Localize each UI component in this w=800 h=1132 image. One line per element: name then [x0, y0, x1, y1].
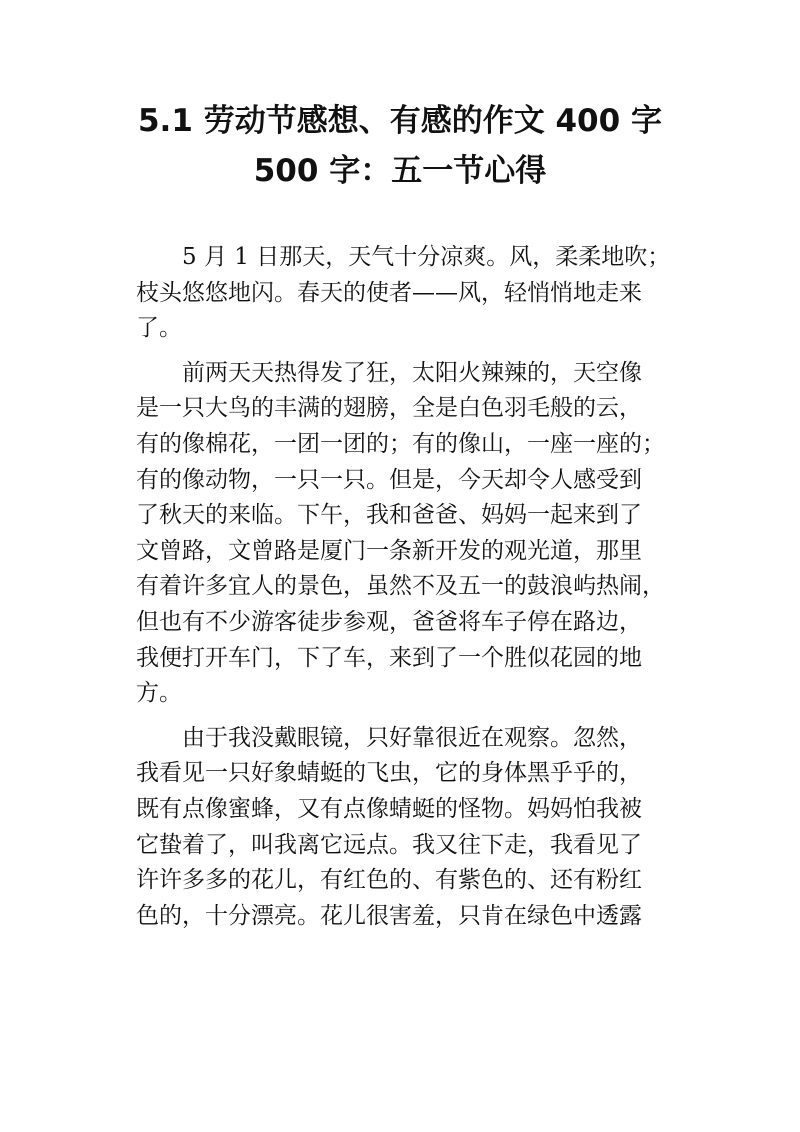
text-line: 5 月 1 日那天，天气十分凉爽。风，柔柔地吹； [182, 244, 671, 270]
text-line: 是一只大鸟的丰满的翅膀，全是白色羽毛般的云， [136, 395, 642, 422]
document-title [100, 96, 700, 196]
text-line: 我便打开车门，下了车，来到了一个胜似花园的地 [136, 644, 642, 671]
document-body [136, 240, 671, 943]
text-line: 既有点像蜜蜂，又有点像蜻蜓的怪物。妈妈怕我被 [136, 795, 642, 822]
paragraph [136, 721, 666, 935]
text-line: 枝头悠悠地闪。春天的使者——风，轻悄悄地走来 [136, 279, 642, 306]
text-line: 色的，十分漂亮。花儿很害羞，只肯在绿色中透露 [136, 902, 642, 929]
paragraph [136, 240, 671, 347]
text-line: 有着许多宜人的景色，虽然不及五一的鼓浪屿热闹， [136, 573, 665, 600]
title-line: 5.1 劳动节感想、有感的作文 400 字 [137, 103, 662, 139]
title-line: 500 字：五一节心得 [253, 153, 547, 189]
text-line: 了。 [136, 315, 182, 342]
text-line: 由于我没戴眼镜，只好靠很近在观察。忽然， [182, 724, 642, 751]
text-line: 有的像动物，一只一只。但是，今天却令人感受到 [136, 466, 642, 493]
text-line: 我看见一只好象蜻蜓的飞虫，它的身体黑乎乎的， [136, 760, 642, 787]
text-line: 许许多多的花儿，有红色的、有紫色的、还有粉红 [136, 867, 642, 894]
text-line: 但也有不少游客徒步参观，爸爸将车子停在路边， [136, 608, 642, 635]
text-line: 了秋天的来临。下午，我和爸爸、妈妈一起来到了 [136, 502, 642, 529]
text-line: 有的像棉花，一团一团的；有的像山，一座一座的； [136, 430, 665, 457]
text-line: 前两天天热得发了狂，太阳火辣辣的，天空像 [182, 359, 642, 386]
text-line: 它蛰着了，叫我离它远点。我又往下走，我看见了 [136, 831, 642, 858]
paragraph [136, 356, 666, 712]
text-line: 方。 [136, 680, 182, 707]
text-line: 文曾路，文曾路是厦门一条新开发的观光道，那里 [136, 537, 642, 564]
